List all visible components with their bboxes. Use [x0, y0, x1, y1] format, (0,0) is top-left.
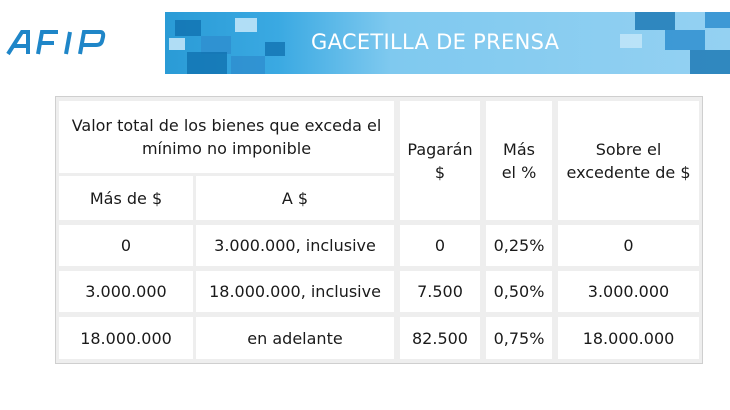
table-cell: 0: [400, 225, 480, 266]
header-pagaran: Pagarán $: [400, 101, 480, 220]
table-cell: 0,25%: [486, 225, 552, 266]
table-cell: 0: [558, 225, 699, 266]
table-cell: 3.000.000, inclusive: [196, 225, 394, 266]
table-cell: 3.000.000: [558, 271, 699, 312]
table-cell: 0: [59, 225, 193, 266]
table-cell: 18.000.000: [558, 317, 699, 359]
afip-logo: [4, 22, 122, 62]
table-cell: en adelante: [196, 317, 394, 359]
header-sobre-excedente: Sobre el excedente de $: [558, 101, 699, 220]
press-banner: [165, 12, 730, 74]
header-mas-el: Más el %: [486, 101, 552, 220]
table-cell: 3.000.000: [59, 271, 193, 312]
table-cell: 82.500: [400, 317, 480, 359]
table-cell: 0,75%: [486, 317, 552, 359]
header-group-title: Valor total de los bienes que exceda el mínimo no imponible: [59, 101, 394, 173]
banner-title: GACETILLA DE PRENSA: [311, 30, 560, 54]
table-cell: 0,50%: [486, 271, 552, 312]
tax-table: [55, 96, 703, 364]
table-cell: 18.000.000: [59, 317, 193, 359]
table-cell: 18.000.000, inclusive: [196, 271, 394, 312]
header-a: A $: [196, 176, 394, 220]
table-cell: 7.500: [400, 271, 480, 312]
header-mas-de: Más de $: [59, 176, 193, 220]
